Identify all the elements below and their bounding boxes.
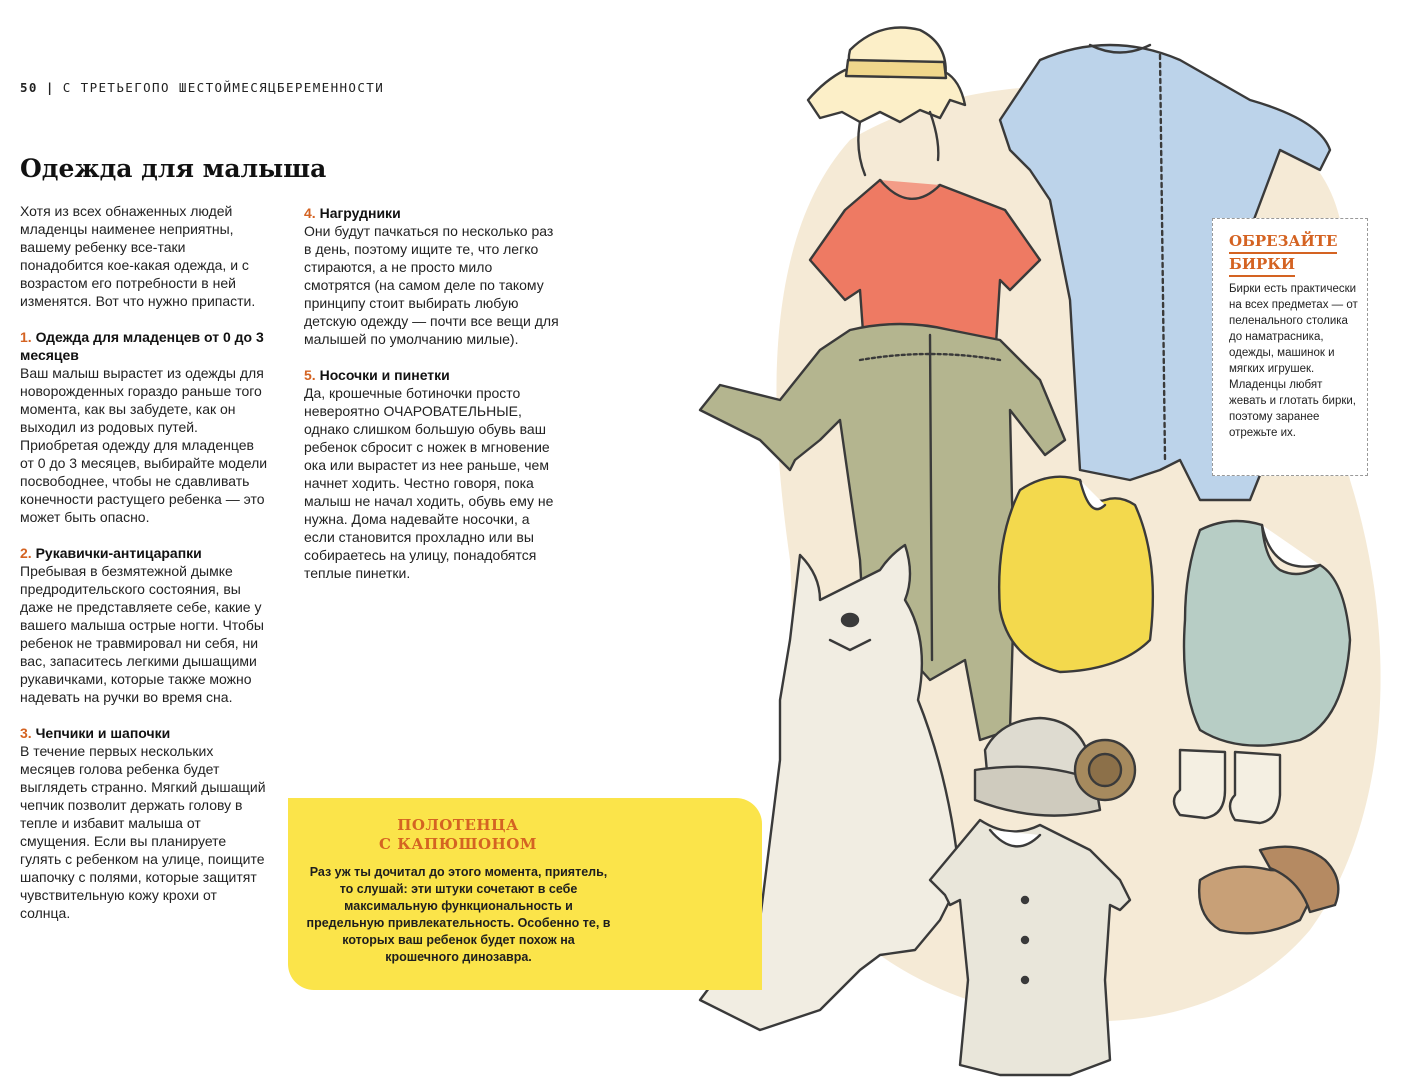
text-column-right: [304, 202, 562, 582]
callout-hooded-towels: [288, 798, 762, 990]
callout-tags-title: [1229, 231, 1337, 277]
section-1-text: Ваш малыш вырастет из одежды для новорожденных гораздо раньше того момента, как вы забудете, как он выходил из родовых путей. Приобретая одежду для младенцев от 0 до 3 месяцев, выбирайте модели посвободнее, чтобы не сдавливать конечности растущего ребенка — это может быть опасно.: [20, 365, 268, 525]
section-2-title: Рукавички-антицарапки: [35, 545, 202, 561]
section-4-heading: [304, 204, 562, 222]
section-4-title: Нагрудники: [319, 205, 401, 221]
section-5-number: 5.: [304, 367, 316, 383]
callout-cut-tags: [1212, 218, 1368, 476]
callout-tags-text: Бирки есть практически на всех предметах — от пеленального столика до наматрасника, одежды, машинок и мягких игрушек. Младенцы любят жевать и глотать бирки, поэтому заранее отрежьте их.: [1229, 283, 1358, 439]
callout-towels-text: Раз уж ты дочитал до этого момента, приятель, то слушай: эти штуки сочетают в себе максимальную функциональность и предельную привлекательность. Особенно те, в которых ваш ребенок будет похож на крошечного динозавра.: [306, 865, 611, 964]
yellow-bib: [999, 477, 1153, 672]
section-2-heading: [20, 544, 270, 562]
section-5: [304, 366, 562, 582]
section-5-title: Носочки и пинетки: [319, 367, 450, 383]
section-1-number: 1.: [20, 329, 32, 345]
section-3-heading: [20, 724, 270, 742]
section-3-title: Чепчики и шапочки: [35, 725, 171, 741]
section-3: [20, 724, 270, 922]
section-3-text: В течение первых нескольких месяцев голова ребенка будет выглядеть странно. Мягкий дышащий чепчик позволит держать голову в тепле и избавит малыша от смущения. Если вы планируете гулять с ребенком на улице, поищите шапочку с полями, которые защитят чувствительную кожу крохи от солнца.: [20, 743, 266, 921]
callout-towels-title-line2: С КАПЮШОНОМ: [379, 835, 537, 853]
running-head: [20, 80, 384, 95]
intro-paragraph: Хотя из всех обнаженных людей младенцы наименее неприятны, вашему ребенку все-таки понадобится кое-какая одежда, и с возрастом его потребности в ней изменятся. Вот что нужно припасти.: [20, 203, 256, 309]
callout-tags-title-line1: ОБРЕЗАЙТЕ: [1229, 231, 1337, 254]
callout-tags-title-line2: БИРКИ: [1229, 254, 1295, 277]
baby-clothes-illustration: [690, 0, 1414, 1080]
section-1-title: Одежда для младенцев от 0 до 3 месяцев: [20, 329, 264, 363]
section-1-heading: [20, 328, 270, 364]
section-4-text: Они будут пачкаться по несколько раз в день, поэтому ищите те, что легко стираются, а не просто мило смотрятся (на самом деле по такому принципу стоит выбирать любую детскую одежду — почти все вещи для малышей по умолчанию милые).: [304, 223, 559, 347]
page-number: 50: [20, 80, 38, 95]
section-2: [20, 544, 270, 706]
text-column-left: [20, 202, 270, 922]
section-4: [304, 204, 562, 348]
section-2-text: Пребывая в безмятежной дымке предродительского состояния, вы даже не представляете себе, какие у вашего малыша острые ногти. Чтобы ребенок не травмировал ни себя, ни вас, запаситесь легкими дышащими рукавичками, которые также можно надевать на ручки во время сна.: [20, 563, 264, 705]
section-5-heading: [304, 366, 562, 384]
section-name: С ТРЕТЬЕГОПО ШЕСТОЙМЕСЯЦБЕРЕМЕННОСТИ: [62, 80, 385, 95]
section-4-number: 4.: [304, 205, 316, 221]
callout-towels-title-line1: ПОЛОТЕНЦА: [397, 816, 519, 834]
header-separator: |: [45, 80, 55, 95]
section-1: [20, 328, 270, 526]
section-5-text: Да, крошечные ботиночки просто невероятно ОЧАРОВАТЕЛЬНЫЕ, однако слишком большую обувь ваш ребенок сбросит с ножек в мгновение ока или вырастет из нее раньше, чем начнет ходить. Честно говоря, пока малыш не начал ходить, обувь ему не нужна. Дома надевайте носочки, а если становится прохладно или вы собираетесь на улицу, понадобятся теплые пинетки.: [304, 385, 554, 581]
page-title: Одежда для малыша: [20, 154, 327, 183]
section-2-number: 2.: [20, 545, 32, 561]
callout-towels-title: [288, 816, 628, 854]
section-3-number: 3.: [20, 725, 32, 741]
